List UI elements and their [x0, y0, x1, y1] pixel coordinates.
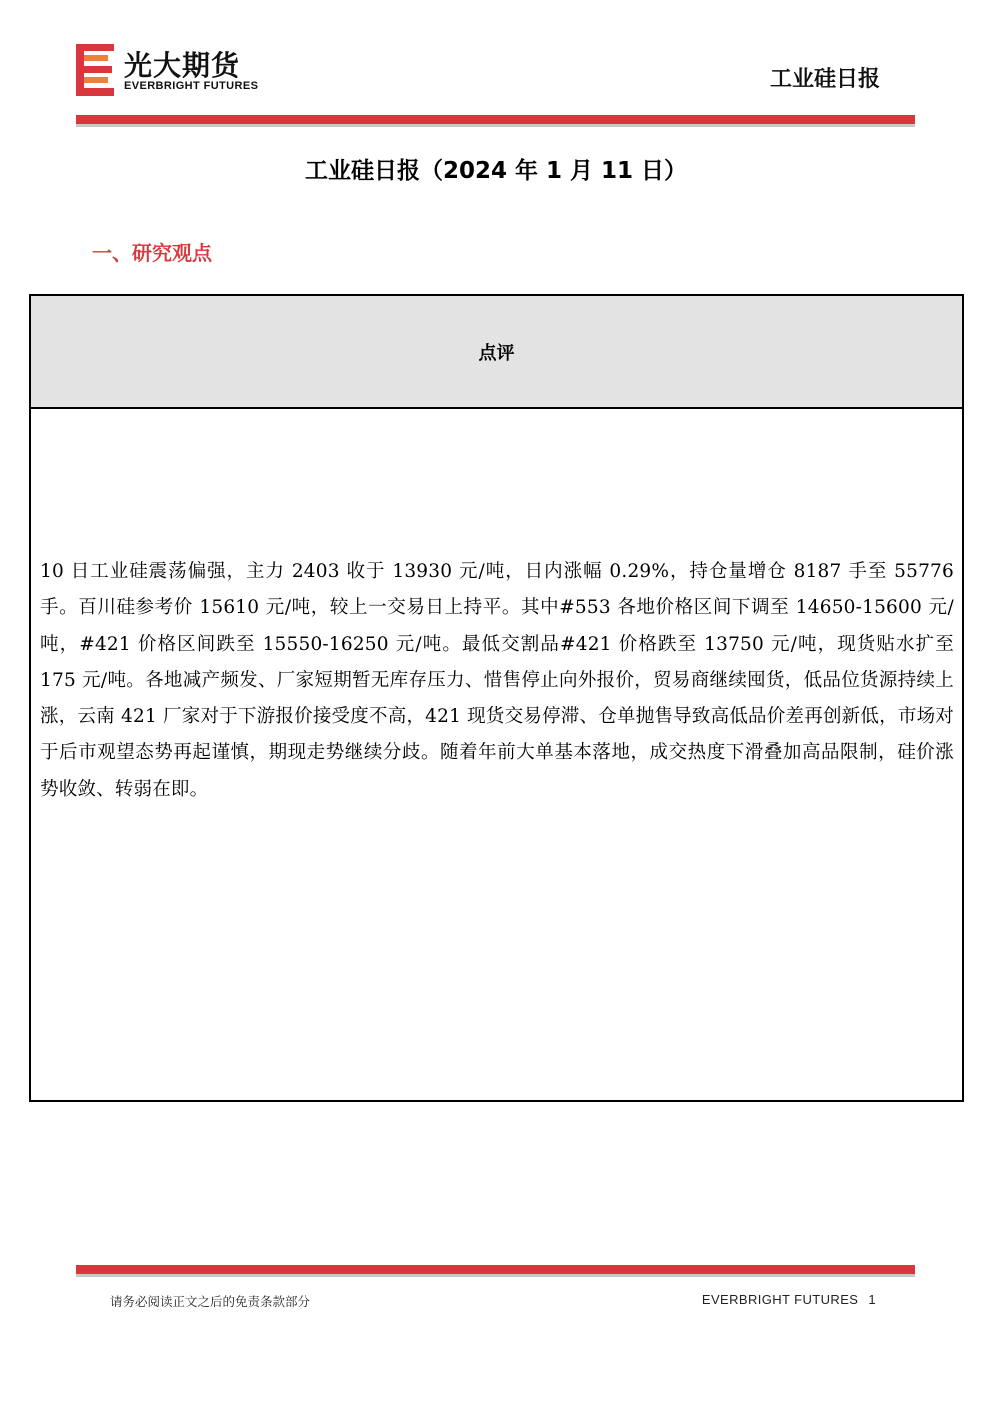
everbright-logo-icon	[76, 44, 114, 96]
table-header-label: 点评	[478, 342, 515, 364]
footer-divider	[76, 1265, 915, 1274]
commentary-table	[29, 294, 964, 1102]
logo-english-name: EVERBRIGHT FUTURES	[124, 80, 259, 92]
disclaimer-note: 请务必阅读正文之后的免责条款部分	[110, 1294, 311, 1309]
footer-brand-block	[692, 1292, 876, 1307]
document-title: 工业硅日报（2024 年 1 月 11 日）	[304, 158, 688, 184]
header-divider	[76, 115, 915, 124]
footer-brand: EVERBRIGHT FUTURES	[701, 1292, 859, 1307]
report-name: 工业硅日报	[769, 67, 880, 92]
logo-chinese-name: 光大期货	[124, 49, 241, 82]
page-number: 1	[868, 1292, 876, 1307]
commentary-text: 10 日工业硅震荡偏强，主力 2403 收于 13930 元/吨，日内涨幅 0.29%，持仓量增仓 8187 手至 55776 手。百川硅参考价 15610 元/吨，较上一交易日上持平。其中#553 各地价格区间下调至 14650-15600 元/吨，#421 价格区间跌至 15550-16250 元/吨。最低交割品#421 价格跌至 13750 元/吨，现货贴水扩至 175 元/吨。各地减产频发、厂家短期暂无库存压力、惜售停止向外报价，贸易商继续囤货，低品位货源持续上涨，云南 421 厂家对于下游报价接受度不高，421 现货交易停滞、仓单抛售导致高低品价差再创新低，市场对于后市观望态势再起谨慎，期现走势继续分歧。随着年前大单基本落地，成交热度下滑叠加高品限制，硅价涨势收敛、转弱在即。	[40, 561, 954, 800]
company-logo	[76, 40, 296, 100]
section-heading: 一、研究观点	[92, 241, 212, 265]
table-header	[31, 296, 962, 409]
